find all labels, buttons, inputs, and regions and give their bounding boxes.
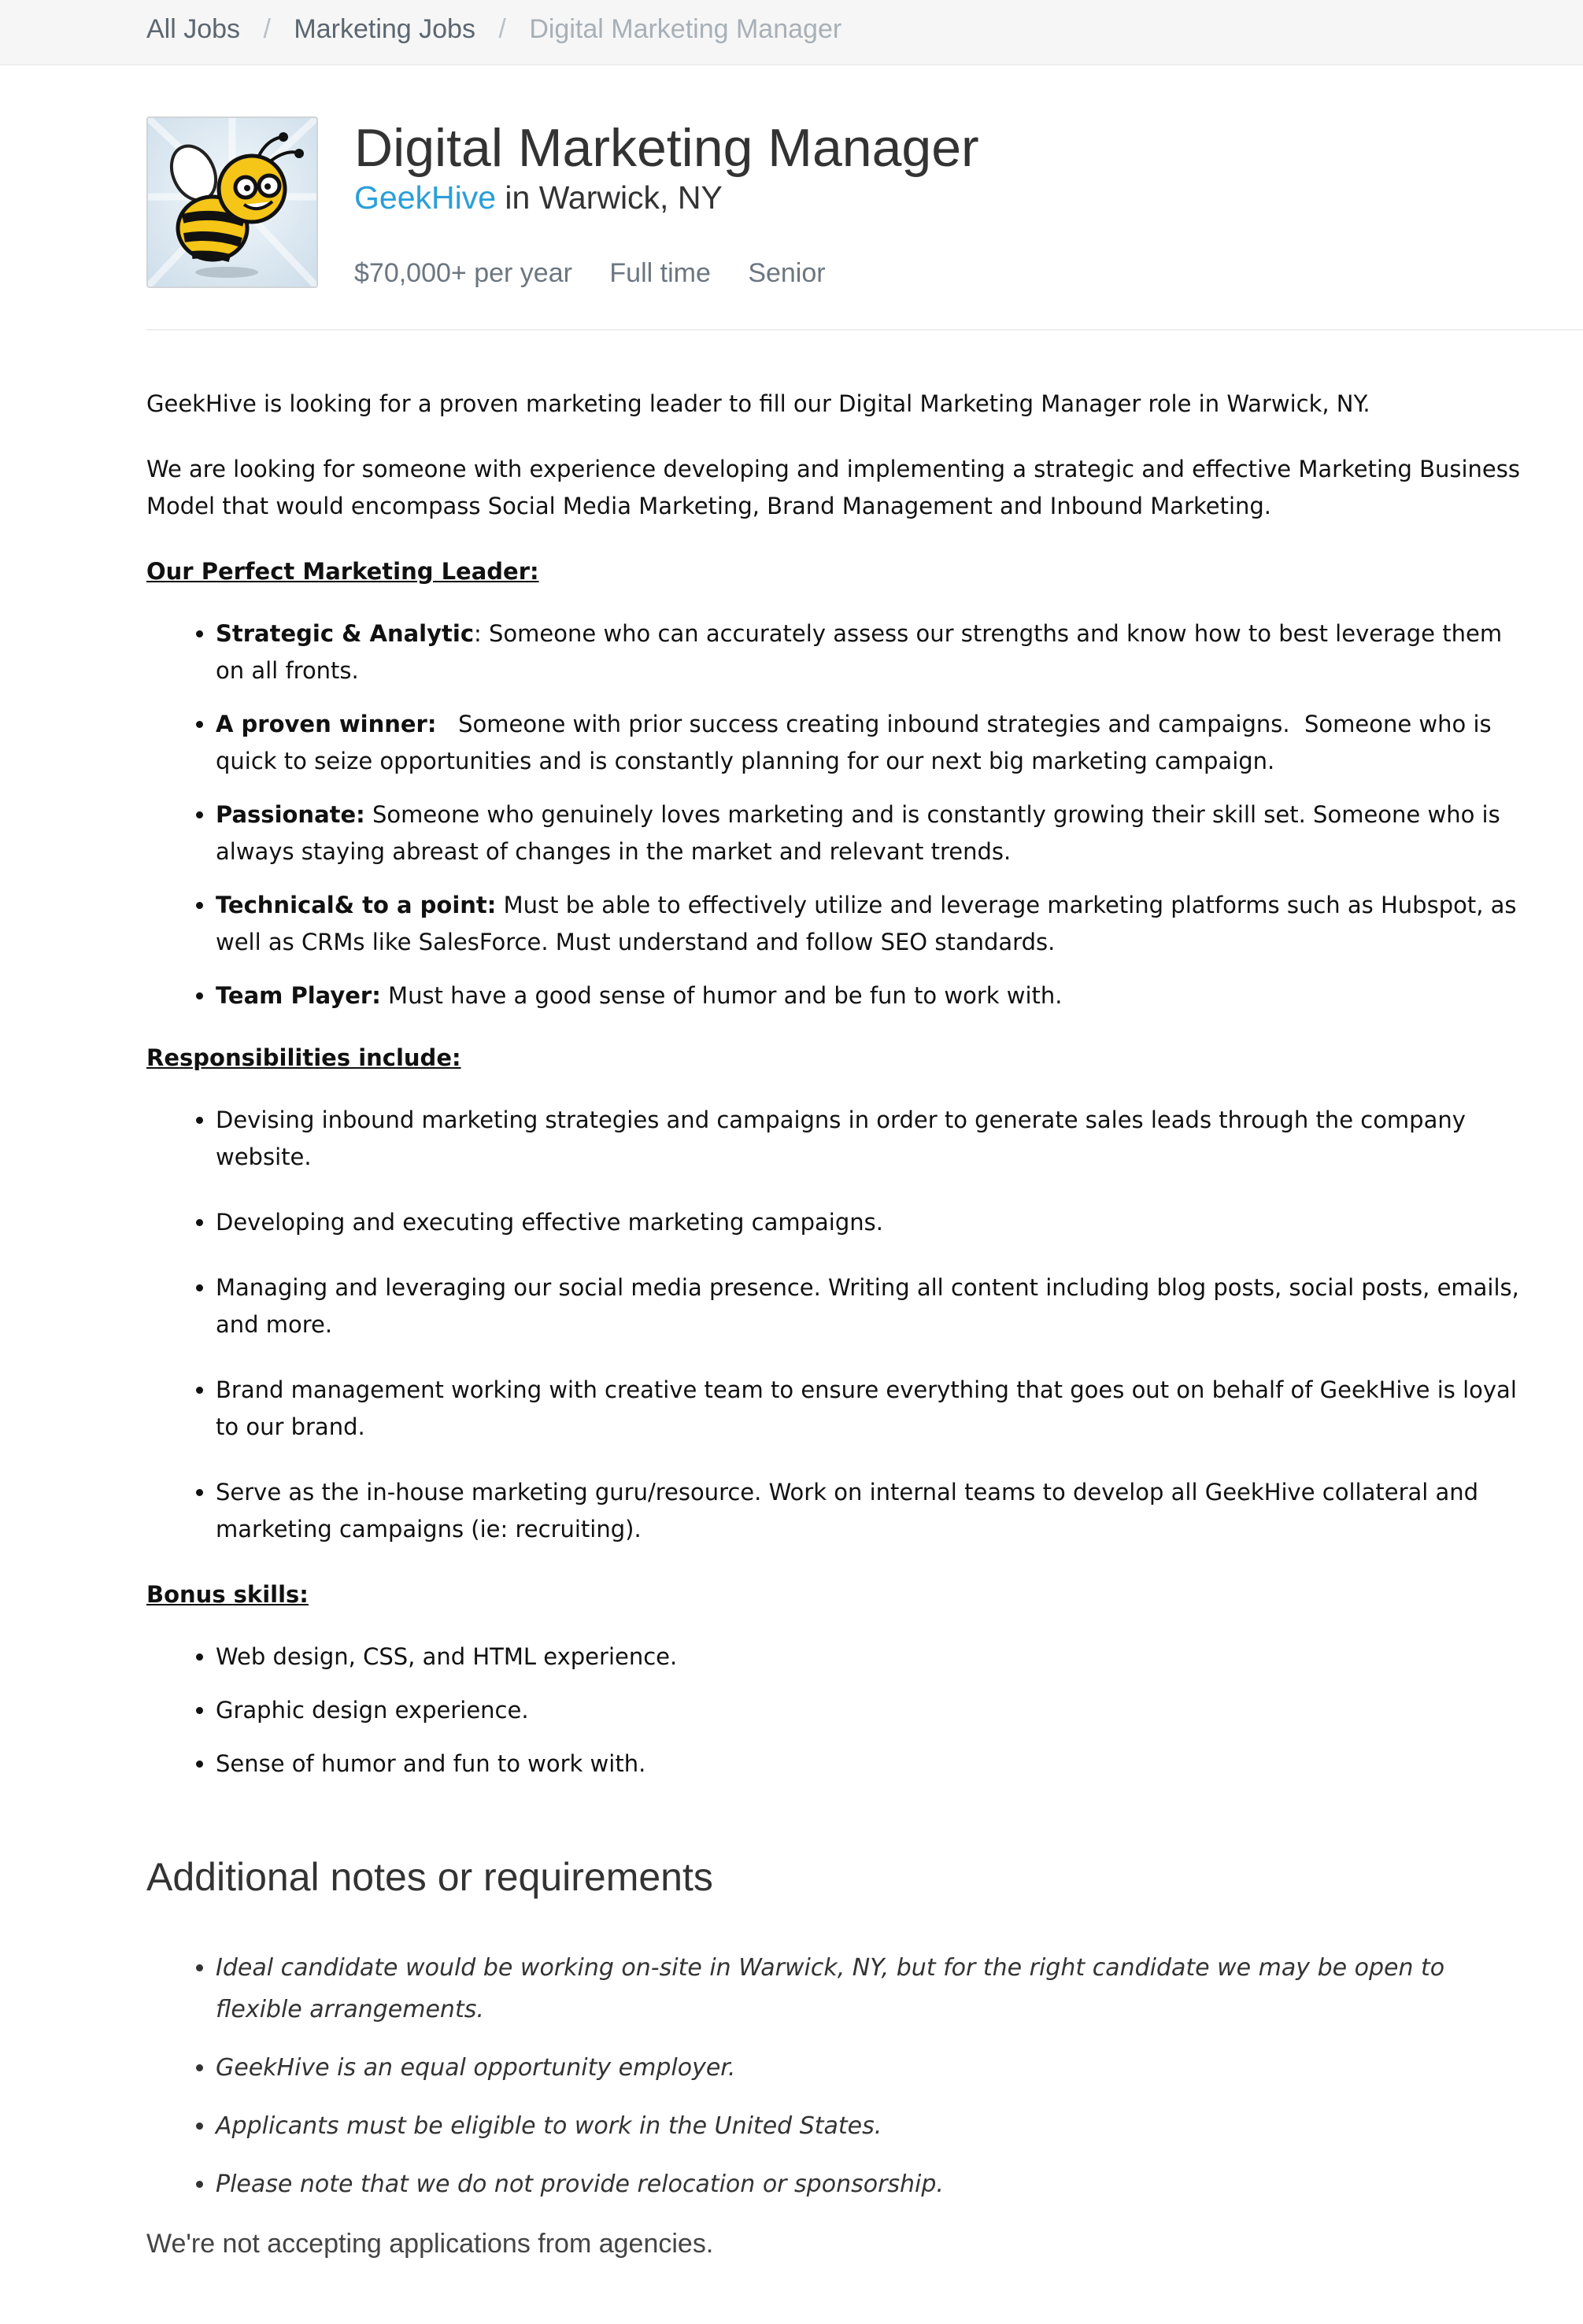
list-item: • Developing and executing effective marketing campaigns. <box>216 1204 1532 1241</box>
intro-paragraph: GeekHive is looking for a proven marketing leader to fill our Digital Marketing Manager role in Warwick, NY. <box>146 390 1370 417</box>
notes-list <box>146 1947 1532 2205</box>
list-item: • GeekHive is an equal opportunity employer. <box>216 2047 1532 2089</box>
notes-heading: Additional notes or requirements <box>146 1855 713 1899</box>
breadcrumb-all-jobs[interactable]: All Jobs <box>146 14 241 44</box>
geekhive-bee-logo-icon <box>148 118 316 286</box>
job-title: Digital Marketing Manager <box>354 118 979 178</box>
company-location <box>354 179 723 216</box>
company-link[interactable]: GeekHive <box>354 179 497 216</box>
list-item <box>216 615 1532 689</box>
list-item-text: Someone with prior success creating inbound strategies and campaigns. Someone who is quick to seize opportunities and is constantly planning for our next big marketing campaign. <box>216 711 1499 774</box>
job-header <box>146 116 1583 331</box>
job-level: Senior <box>748 258 826 288</box>
list-item: • Brand management working with creative team to ensure everything that goes out on behalf of GeekHive is loyal to our brand. <box>216 1372 1532 1446</box>
breadcrumb-marketing-jobs[interactable]: Marketing Jobs <box>294 14 475 44</box>
list-item-bold: Technical& to a point: <box>216 892 497 918</box>
leader-list <box>146 615 1532 1014</box>
list-item: • Web design, CSS, and HTML experience. <box>216 1639 1532 1676</box>
list-item-text: Someone who genuinely loves marketing and is constantly growing their skill set. Someone who is always staying abreast of changes in the market and relevant trends. <box>216 801 1500 865</box>
list-item: • Ideal candidate would be working on-site in Warwick, NY, but for the right candidate we may be open to flexible arrangements. <box>216 1947 1532 2030</box>
section-heading-bonus: Bonus skills: <box>146 1581 309 1608</box>
list-item: • Graphic design experience. <box>216 1692 1532 1729</box>
breadcrumb-separator: / <box>498 14 506 44</box>
breadcrumb-separator: / <box>263 14 271 44</box>
section-heading-responsibilities: Responsibilities include: <box>146 1044 461 1071</box>
list-item <box>216 977 1532 1014</box>
list-item <box>216 706 1532 780</box>
additional-notes <box>146 1854 1532 2222</box>
list-item-text: : Someone who can accurately assess our strengths and know how to best leverage them on all fronts. <box>216 620 1503 684</box>
list-item <box>216 796 1532 870</box>
list-item: • Devising inbound marketing strategies and campaigns in order to generate sales leads through the company website. <box>216 1102 1532 1176</box>
section-heading-leader: Our Perfect Marketing Leader: <box>146 558 539 585</box>
company-logo[interactable] <box>146 116 318 288</box>
list-item-bold: Strategic & Analytic <box>216 620 475 647</box>
list-item: • Please note that we do not provide relocation or sponsorship. <box>216 2163 1532 2205</box>
intro-paragraph-2: We are looking for someone with experience developing and implementing a strategic and effective Marketing Business Model that would encompass Social Media Marketing, Brand Management and Inbound Marketing. <box>146 456 1520 519</box>
list-item-bold: Team Player: <box>216 982 381 1009</box>
job-location: in Warwick, NY <box>496 179 723 216</box>
bonus-list <box>146 1639 1532 1783</box>
breadcrumb-bar <box>0 0 1583 65</box>
list-item: • Managing and leveraging our social media presence. Writing all content including blog posts, social posts, emails, and more. <box>216 1269 1532 1343</box>
list-item-bold: Passionate: <box>216 801 365 828</box>
agencies-note: We're not accepting applications from agencies. <box>146 2229 714 2259</box>
job-salary: $70,000+ per year <box>354 258 572 288</box>
list-item-text: Must have a good sense of humor and be fun to work with. <box>380 982 1063 1009</box>
list-item-text: Must be able to effectively utilize and leverage marketing platforms such as Hubspot, as well as CRMs like SalesForce. Must understand and follow SEO standards. <box>216 892 1517 955</box>
breadcrumb-current: Digital Marketing Manager <box>529 14 842 44</box>
responsibilities-list <box>146 1102 1532 1548</box>
job-type: Full time <box>609 258 711 288</box>
job-description <box>146 386 1532 1808</box>
job-meta <box>354 258 856 289</box>
list-item: • Applicants must be eligible to work in the United States. <box>216 2105 1532 2147</box>
list-item: • Sense of humor and fun to work with. <box>216 1746 1532 1783</box>
list-item <box>216 887 1532 961</box>
list-item-bold: A proven winner: <box>216 711 437 737</box>
breadcrumb <box>146 14 841 45</box>
list-item: • Serve as the in-house marketing guru/resource. Work on internal teams to develop all GeekHive collateral and marketing campaigns (ie: recruiting). <box>216 1474 1532 1548</box>
